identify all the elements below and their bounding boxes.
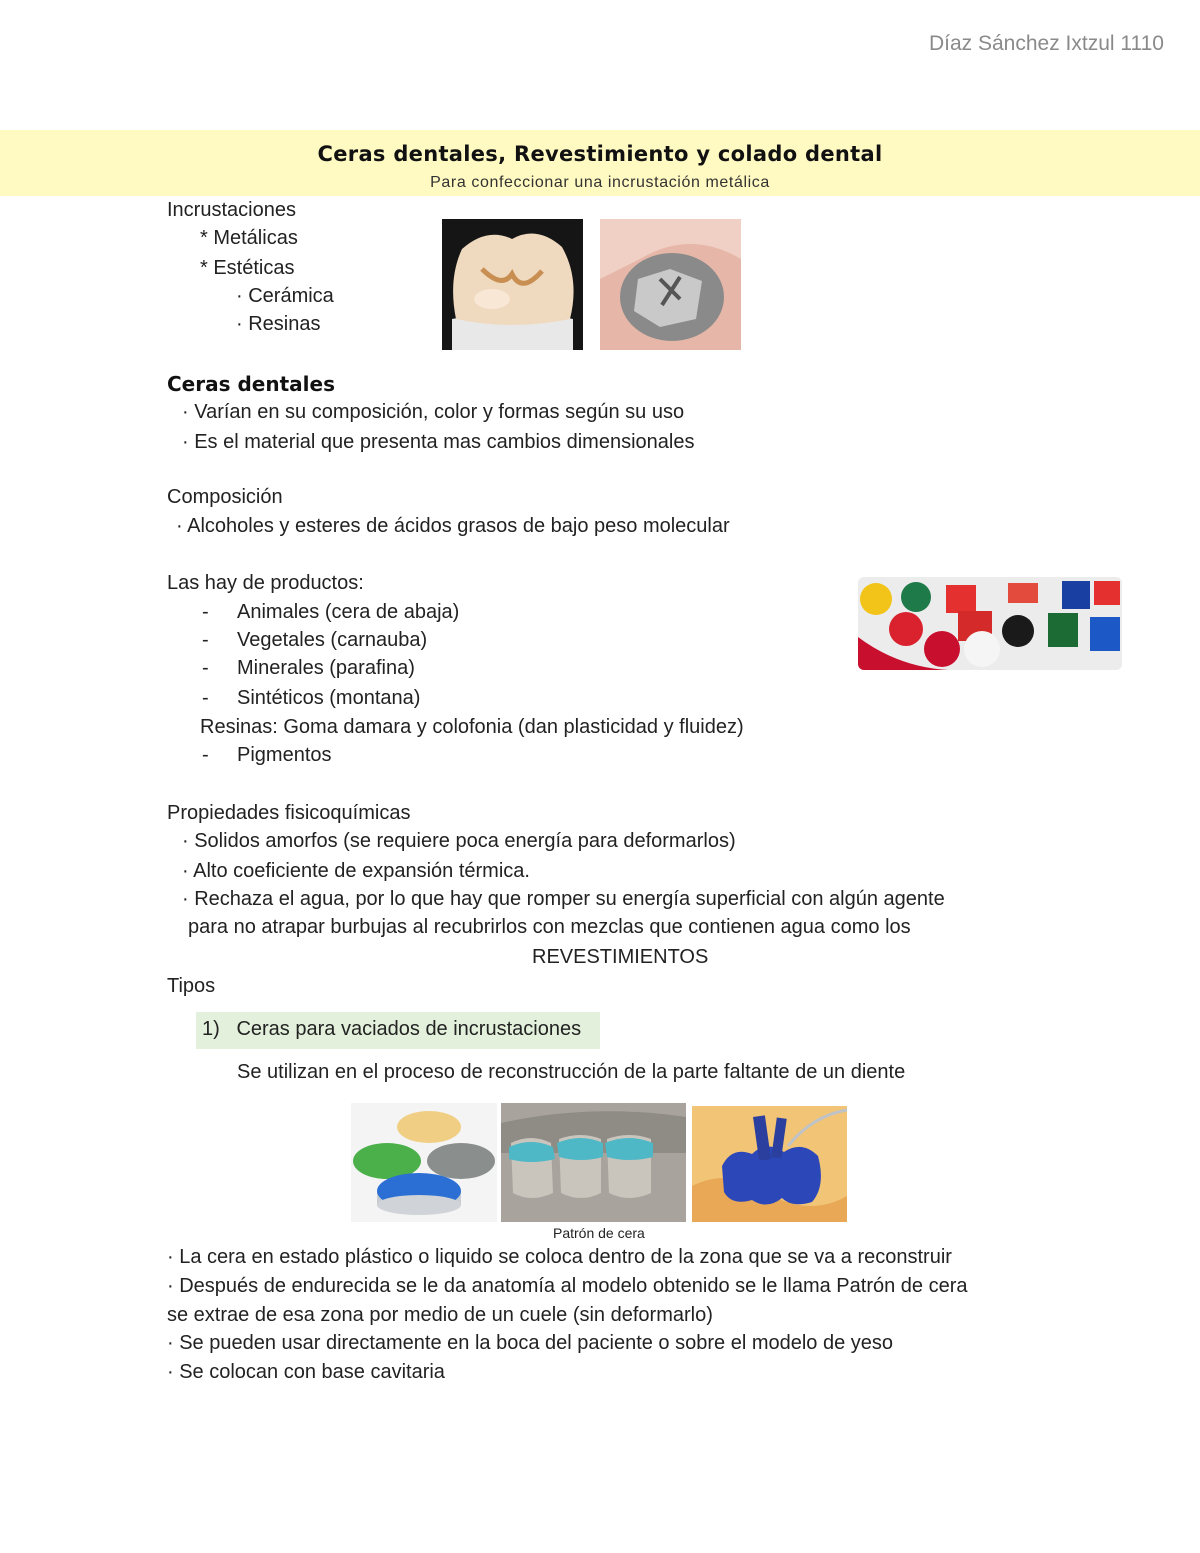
incrustaciones-item-metalicas: * Metálicas (200, 227, 298, 249)
dash: - (202, 657, 209, 679)
dash: - (202, 687, 209, 709)
composicion-heading: Composición (167, 486, 283, 508)
propiedades-bullet-1: · Solidos amorfos (se requiere poca energía para deformarlos) (182, 830, 736, 852)
page-subtitle: Para confeccionar una incrustación metálica (430, 174, 770, 191)
tipo-1-highlight (196, 1012, 600, 1049)
wax-discs-photo (351, 1103, 497, 1222)
composicion-bullet-1: · Alcoholes y esteres de ácidos grasos de bajo peso molecular (176, 515, 730, 537)
propiedades-bullet-2: · Alto coeficiente de expansión térmica. (182, 860, 530, 882)
tipo-1-label: 1) Ceras para vaciados de incrustaciones (202, 1018, 582, 1040)
tipo-1-description: Se utilizan en el proceso de reconstrucción de la parte faltante de un diente (237, 1061, 906, 1083)
author-name: Díaz Sánchez Ixtzul 1110 (928, 32, 1164, 55)
producto-animales: Animales (cera de abaja) (237, 601, 460, 623)
final-bullet-3: · Se pueden usar directamente en la boca del paciente o sobre el modelo de yeso (167, 1332, 894, 1354)
incrustaciones-sub-ceramica: · Cerámica (236, 285, 334, 307)
wax-pattern-model-photo (501, 1103, 686, 1222)
tipos-heading: Tipos (167, 975, 216, 997)
producto-resinas: Resinas: Goma damara y colofonia (dan plasticidad y fluidez) (200, 716, 744, 738)
incrustaciones-heading: Incrustaciones (167, 199, 296, 221)
wax-crown-pattern-photo (692, 1106, 847, 1222)
incrustaciones-item-esteticas: * Estéticas (200, 257, 295, 279)
incrustaciones-sub-resinas: · Resinas (236, 313, 321, 335)
dash: - (202, 744, 209, 766)
ceras-bullet-2: · Es el material que presenta mas cambios dimensionales (182, 431, 695, 453)
producto-minerales: Minerales (parafina) (237, 657, 415, 679)
productos-heading: Las hay de productos: (167, 572, 364, 594)
metallic-inlay-photo (600, 219, 741, 350)
producto-pigmentos: Pigmentos (237, 744, 332, 766)
propiedades-bullet-3: · Rechaza el agua, por lo que hay que romper su energía superficial con algún agente (182, 888, 945, 910)
final-bullet-1: · La cera en estado plástico o liquido se coloca dentro de la zona que se va a reconstruir (167, 1246, 952, 1268)
producto-vegetales: Vegetales (carnauba) (237, 629, 428, 651)
wax-products-photo (858, 577, 1122, 670)
producto-sinteticos: Sintéticos (montana) (237, 687, 421, 709)
dash: - (202, 601, 209, 623)
ceras-bullet-1: · Varían en su composición, color y formas según su uso (182, 401, 685, 423)
propiedades-bullet-3-cont: para no atrapar burbujas al recubrirlos con mezclas que contienen agua como los (188, 916, 911, 938)
page-title: Ceras dentales, Revestimiento y colado dental (317, 142, 883, 166)
ceras-dentales-title: Ceras dentales (167, 372, 335, 396)
final-bullet-2: · Después de endurecida se le da anatomía al modelo obtenido se le llama Patrón de cera (167, 1275, 968, 1297)
patron-de-cera-caption: Patrón de cera (553, 1225, 645, 1241)
ceramic-inlay-photo (442, 219, 583, 350)
propiedades-heading: Propiedades fisicoquímicas (167, 802, 411, 824)
revestimientos-word: REVESTIMIENTOS (532, 946, 709, 968)
dash: - (202, 629, 209, 651)
final-bullet-2-cont: se extrae de esa zona por medio de un cuele (sin deformarlo) (167, 1304, 713, 1326)
final-bullet-4: · Se colocan con base cavitaria (167, 1361, 445, 1383)
